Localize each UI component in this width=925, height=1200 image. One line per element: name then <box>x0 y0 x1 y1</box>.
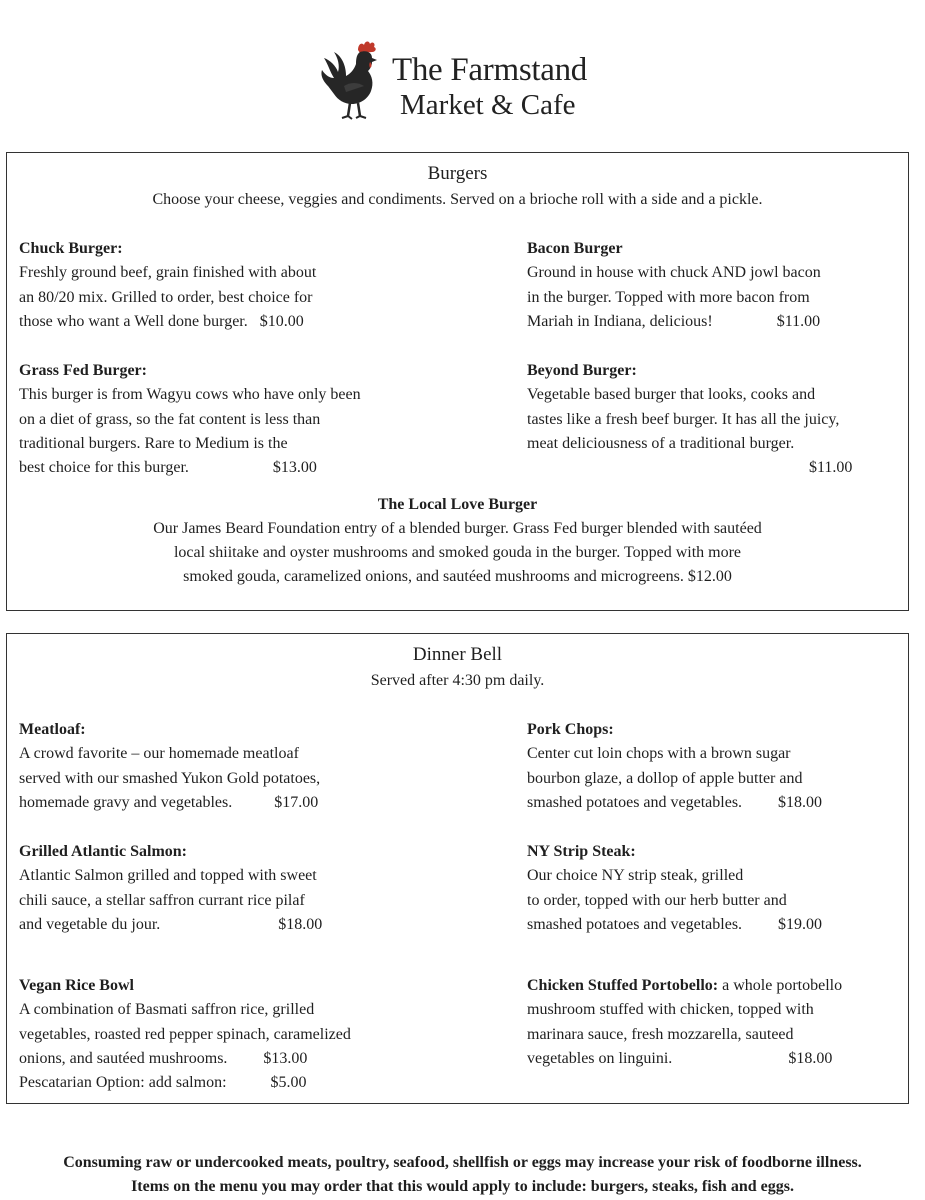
item-price: $19.00 <box>778 915 823 933</box>
menu-item-pork-chops <box>527 718 822 815</box>
menu-item-bacon-burger <box>527 237 821 334</box>
item-desc-line: vegetables on linguini. <box>527 1049 673 1067</box>
item-desc-line: best choice for this burger. <box>19 459 189 477</box>
item-price: $18.00 <box>788 1049 833 1067</box>
item-option: Pescatarian Option: add salmon: <box>19 1074 227 1092</box>
dinner-section <box>6 633 909 1104</box>
section-title: Dinner Bell <box>412 644 503 665</box>
item-desc-line: A combination of Basmati saffron rice, grilled <box>19 1001 315 1019</box>
item-desc-line: tastes like a fresh beef burger. It has all the juicy, <box>527 410 840 428</box>
item-desc-line: homemade gravy and vegetables. <box>19 793 233 811</box>
health-warning-detail: Items on the menu you may order that this would apply to include: burgers, steaks, fish and eggs. <box>131 1178 794 1195</box>
item-price: $10.00 <box>259 312 304 330</box>
item-price: $18.00 <box>778 793 823 811</box>
item-price: $18.00 <box>278 915 323 933</box>
item-desc-line: on a diet of grass, so the fat content is less than <box>19 410 321 428</box>
menu-item-meatloaf <box>19 718 320 815</box>
item-desc-line: smashed potatoes and vegetables. <box>527 915 743 933</box>
menu-item-chuck-burger <box>19 237 316 334</box>
item-desc-line: Vegetable based burger that looks, cooks and <box>527 386 816 404</box>
item-desc-line: meat deliciousness of a traditional burger. <box>527 434 795 452</box>
item-name: Pork Chops: <box>527 721 614 738</box>
item-desc-line: vegetables, roasted red pepper spinach, caramelized <box>19 1025 351 1043</box>
item-name: Meatloaf: <box>19 721 86 738</box>
item-name: Grass Fed Burger: <box>19 362 147 379</box>
section-subtitle: Choose your cheese, veggies and condiments. Served on a brioche roll with a side and a pickle. <box>152 191 763 208</box>
logo <box>314 36 614 126</box>
item-price: $17.00 <box>274 793 319 811</box>
item-desc-line: mushroom stuffed with chicken, topped with <box>527 1001 814 1019</box>
brand-name: The Farmstand <box>392 52 587 88</box>
item-name: Chicken Stuffed Portobello: <box>527 977 719 994</box>
item-desc-line: those who want a Well done burger. <box>19 312 248 330</box>
item-desc-line: onions, and sautéed mushrooms. <box>19 1049 228 1067</box>
item-price: $11.00 <box>809 459 853 477</box>
item-desc-line: chili sauce, a stellar saffron currant rice pilaf <box>19 891 305 909</box>
health-warning: Consuming raw or undercooked meats, poultry, seafood, shellfish or eggs may increase your risk of foodborne illness. <box>63 1154 862 1171</box>
item-desc-line: Freshly ground beef, grain finished with about <box>19 264 317 282</box>
item-name: Bacon Burger <box>527 240 623 257</box>
menu-item-chicken-portobello <box>527 974 842 1071</box>
item-desc-line: Mariah in Indiana, delicious! <box>527 312 713 330</box>
item-option-price: $5.00 <box>270 1074 307 1092</box>
item-desc-line: This burger is from Wagyu cows who have only been <box>19 386 361 404</box>
menu-item-beyond-burger <box>527 359 852 480</box>
rooster-icon <box>314 36 386 124</box>
item-desc-line: smoked gouda, caramelized onions, and sautéed mushrooms and microgreens. <box>183 568 684 585</box>
menu-item-grass-fed-burger <box>19 359 361 480</box>
item-name: Beyond Burger: <box>527 362 637 379</box>
brand-subtitle: Market & Cafe <box>400 89 576 121</box>
item-name: Grilled Atlantic Salmon: <box>19 843 187 860</box>
section-title: Burgers <box>427 163 488 184</box>
item-name: NY Strip Steak: <box>527 843 636 860</box>
item-desc-line: A crowd favorite – our homemade meatloaf <box>19 745 299 763</box>
item-desc-line: to order, topped with our herb butter and <box>527 891 787 909</box>
item-desc-line: traditional burgers. Rare to Medium is the <box>19 434 288 452</box>
item-name: Chuck Burger: <box>19 240 123 257</box>
item-price: $13.00 <box>272 459 317 477</box>
item-desc-line: local shiitake and oyster mushrooms and smoked gouda in the burger. Topped with more <box>173 544 742 561</box>
burgers-section <box>6 152 909 611</box>
item-price: $12.00 <box>687 568 732 585</box>
item-desc-line: marinara sauce, fresh mozzarella, sauteed <box>527 1025 794 1043</box>
item-desc-line: Atlantic Salmon grilled and topped with sweet <box>19 867 317 885</box>
item-desc-line: Our choice NY strip steak, grilled <box>527 867 744 885</box>
item-name: The Local Love Burger <box>377 496 538 513</box>
section-subtitle: Served after 4:30 pm daily. <box>370 672 545 689</box>
menu-item-vegan-rice-bowl <box>19 974 351 1095</box>
menu-item-ny-strip-steak <box>527 840 822 937</box>
item-desc-line: served with our smashed Yukon Gold potatoes, <box>19 769 321 787</box>
item-desc-line: in the burger. Topped with more bacon from <box>527 288 810 306</box>
item-desc-line: and vegetable du jour. <box>19 915 161 933</box>
menu-item-grilled-salmon <box>19 840 322 937</box>
item-desc-inline: a whole portobello <box>722 977 843 994</box>
item-desc-line: bourbon glaze, a dollop of apple butter and <box>527 769 803 787</box>
item-desc-line: Center cut loin chops with a brown sugar <box>527 745 791 763</box>
item-desc-line: Our James Beard Foundation entry of a blended burger. Grass Fed burger blended with sautéed <box>153 520 762 537</box>
item-name: Vegan Rice Bowl <box>19 977 134 994</box>
item-desc-line: smashed potatoes and vegetables. <box>527 793 743 811</box>
item-desc-line: Ground in house with chuck AND jowl bacon <box>527 264 821 282</box>
item-price: $13.00 <box>263 1049 308 1067</box>
menu-item-local-love-last-line <box>7 565 908 589</box>
item-desc-line: an 80/20 mix. Grilled to order, best choice for <box>19 288 313 306</box>
item-price: $11.00 <box>776 312 821 330</box>
